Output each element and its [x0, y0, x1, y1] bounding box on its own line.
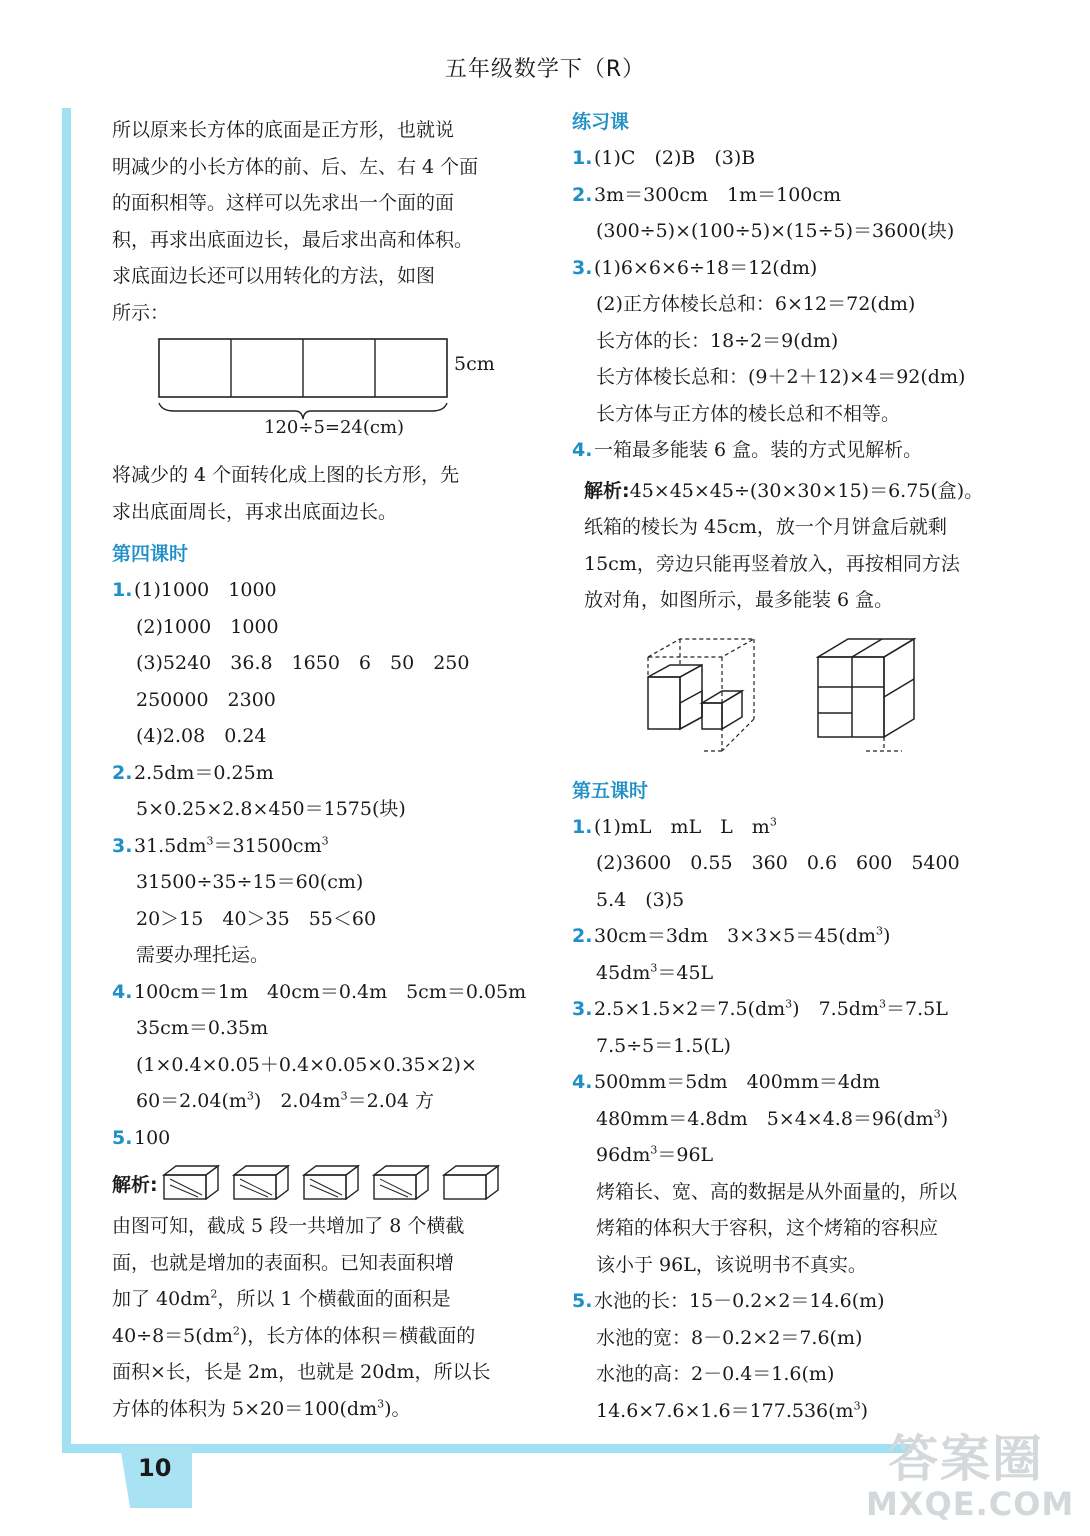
text-line	[584, 473, 1012, 510]
figure-side-label: 5cm	[454, 353, 495, 375]
text-line: 放对角，如图所示，最多能装 6 盒。	[584, 589, 894, 611]
answer-line: 7.5÷5＝1.5(L)	[596, 1034, 731, 1057]
answer-q3	[112, 828, 544, 974]
box-packing-diagram-2	[816, 637, 916, 753]
answer-line: 3m＝300cm 1m＝100cm	[594, 183, 842, 206]
answer-line	[572, 955, 1012, 992]
answer-line: 2.5dm＝0.25m	[134, 761, 274, 784]
cut-slice-icon	[302, 1163, 360, 1203]
section-title-lesson5: 第五课时	[572, 779, 649, 802]
text-line: 面积×长，长是 2m，也就是 20dm，所以长	[112, 1361, 491, 1383]
answer-r3	[572, 991, 1012, 1064]
answer-line: (2)正方体棱长总和：6×12＝72(dm)	[596, 293, 916, 315]
after-figure-paragraph	[112, 457, 544, 530]
answer-q4	[112, 974, 544, 1120]
superscript: 3	[321, 834, 329, 848]
superscript: 3	[769, 815, 777, 829]
answer-line: (300÷5)×(100÷5)×(15÷5)＝3600(块)	[596, 220, 955, 242]
answer-line: (2)1000 1000	[136, 615, 279, 638]
answer-line: 100	[134, 1126, 171, 1149]
box-packing-figures	[572, 637, 1012, 755]
answer-p1	[572, 140, 1012, 177]
right-column	[572, 104, 1012, 1429]
answer-line: 需要办理托运。	[136, 944, 270, 966]
answer-line: 水池的长：15－0.2×2＝14.6(m)	[594, 1290, 885, 1312]
answer-q2	[112, 755, 544, 828]
answer-line: 20＞15 40＞35 55＜60	[136, 907, 377, 930]
watermark-logo-text: 答案圈	[888, 1430, 1044, 1488]
answer-line: (1×0.4×0.05＋0.4×0.05×0.35×2)×	[136, 1053, 477, 1076]
superscript: 3	[785, 997, 793, 1011]
superscript: 3	[650, 1143, 658, 1157]
answer-line	[572, 1393, 1012, 1430]
p4-analysis	[572, 473, 1012, 619]
answer-line: (4)2.08 0.24	[136, 725, 267, 747]
answer-text: 45dm	[596, 961, 651, 984]
answer-line: (1)C (2)B (3)B	[594, 147, 756, 169]
watermark	[866, 1430, 1075, 1524]
text-line: 明减少的小长方体的前、后、左、右 4 个面	[112, 155, 479, 178]
box-packing-diagram-1	[646, 637, 756, 753]
figure-bottom-label: 120÷5=24(cm)	[264, 417, 405, 438]
text-line: 的面积相等。这样可以先求出一个面的面	[112, 192, 455, 214]
answer-line: (2)3600 0.55 360 0.6 600 5400	[596, 852, 960, 874]
cut-slice-icon	[232, 1163, 290, 1203]
answer-line: 35cm＝0.35m	[136, 1017, 269, 1039]
superscript: 3	[246, 1089, 254, 1103]
answer-r4	[572, 1064, 1012, 1283]
text-line: 由图可知，截成 5 段一共增加了 8 个横截	[112, 1215, 465, 1237]
watermark-url: MXQE.COM	[866, 1485, 1075, 1523]
analysis-label: 解析:	[584, 479, 630, 502]
question-number: 1.	[572, 815, 593, 838]
question-number: 4.	[572, 439, 593, 461]
question-number: 4.	[112, 980, 133, 1003]
text-fragment: )，长方体的体积＝横截面的	[239, 1324, 476, 1347]
text-line	[112, 1391, 544, 1428]
superscript: 3	[377, 1397, 385, 1411]
analysis-label: 解析:	[112, 1173, 158, 1196]
answer-text: )	[882, 925, 891, 947]
answer-line: (3)5240 36.8 1650 6 50 250	[136, 652, 470, 674]
answer-text: 96dm	[596, 1144, 651, 1166]
question-number: 1.	[572, 147, 593, 169]
question-number: 4.	[572, 1071, 593, 1093]
answer-line: 一箱最多能装 6 盒。装的方式见解析。	[594, 439, 923, 461]
answer-q5	[112, 1120, 544, 1157]
frame-left-bar	[62, 108, 71, 1453]
answer-line: (1)6×6×6÷18＝12(dm)	[594, 256, 818, 279]
answer-line: 31500÷35÷15＝60(cm)	[136, 871, 364, 893]
answer-text: ＝96L	[657, 1144, 714, 1166]
answer-line	[572, 1137, 1012, 1174]
answer-line: 5×0.25×2.8×450＝1575(块)	[136, 798, 406, 820]
answer-line: 长方体与正方体的棱长总和不相等。	[596, 402, 901, 425]
left-column	[112, 112, 544, 1427]
analysis-figure-row	[112, 1158, 544, 1208]
answer-text: ＝7.5L	[885, 998, 948, 1020]
superscript: 2	[210, 1287, 218, 1301]
answer-text: 500mm＝5dm 400mm＝4dm	[594, 1071, 881, 1093]
answer-text: ＝45L	[657, 961, 714, 984]
answer-line: 水池的高：2－0.4＝1.6(m)	[596, 1363, 835, 1385]
answer-line: 250000 2300	[136, 688, 276, 711]
analysis-paragraph	[112, 1208, 544, 1427]
answer-q1	[112, 572, 544, 755]
answer-p3	[572, 250, 1012, 433]
text-line	[112, 1281, 544, 1318]
answer-text: )	[860, 1399, 868, 1422]
answer-text: ＝31500cm	[213, 834, 322, 857]
text-line: 求出底面周长，再求出底面边长。	[112, 500, 398, 523]
question-number: 3.	[112, 834, 133, 857]
superscript: 3	[878, 997, 886, 1011]
text-fragment: 加了 40dm	[112, 1288, 211, 1310]
intro-paragraph	[112, 112, 544, 331]
text-fragment: 方体的体积为 5×20＝100(dm	[112, 1397, 378, 1420]
text-fragment: 40÷8＝5(dm	[112, 1324, 233, 1347]
rectangle-diagram	[112, 337, 452, 427]
superscript: 3	[933, 1107, 941, 1121]
answer-text: 30cm＝3dm 3×3×5＝45(dm	[594, 925, 876, 947]
answer-text: )	[940, 1107, 949, 1130]
answer-line: 烤箱的体积大于容积，这个烤箱的容积应	[596, 1217, 939, 1239]
answer-text: 14.6×7.6×1.6＝177.536(m	[596, 1399, 854, 1422]
rectangle-figure	[112, 337, 544, 457]
answer-line: 长方体棱长总和：(9＋2＋12)×4＝92(dm)	[596, 366, 966, 388]
text-line: 面，也就是增加的表面积。已知表面积增	[112, 1251, 455, 1274]
text-fragment: )。	[384, 1397, 411, 1420]
question-number: 3.	[572, 998, 593, 1020]
answer-line: 5.4 (3)5	[596, 888, 685, 911]
cut-slice-icon	[372, 1163, 430, 1203]
answer-text: 31.5dm	[134, 834, 207, 857]
question-number: 5.	[572, 1290, 593, 1312]
question-number: 2.	[112, 761, 133, 784]
text-line	[112, 1318, 544, 1355]
answer-text: ) 2.04m	[253, 1090, 341, 1112]
superscript: 3	[650, 961, 658, 975]
superscript: 3	[875, 924, 883, 938]
text-fragment: ，所以 1 个横截面的面积是	[217, 1288, 451, 1310]
superscript: 3	[206, 834, 214, 848]
answer-line: 水池的宽：8－0.2×2＝7.6(m)	[596, 1326, 863, 1349]
cut-slice-icon	[162, 1163, 220, 1203]
text-line: 积，再求出底面边长，最后求出高和体积。	[112, 228, 474, 251]
text-fragment: 45×45×45÷(30×30×15)＝6.75(盒)。	[629, 479, 984, 502]
question-number: 2.	[572, 183, 593, 206]
answer-line	[112, 1083, 544, 1120]
text-line: 所示：	[112, 301, 170, 324]
question-number: 1.	[112, 579, 133, 601]
text-line: 15cm，旁边只能再竖着放入，再按相同方法	[584, 552, 960, 575]
page-header: 五年级数学下（R）	[444, 57, 646, 82]
answer-r2	[572, 918, 1012, 991]
text-line: 求底面边长还可以用转化的方法，如图	[112, 265, 436, 287]
question-number: 2.	[572, 925, 593, 947]
text-line: 将减少的 4 个面转化成上图的长方形，先	[112, 464, 460, 486]
text-line: 所以原来长方体的底面是正方形，也就说	[112, 119, 455, 141]
answer-text: 2.5×1.5×2＝7.5(dm	[594, 998, 786, 1020]
answer-line: (1)1000 1000	[134, 579, 277, 601]
superscript: 2	[232, 1324, 240, 1338]
question-number: 5.	[112, 1126, 133, 1149]
section-title-lesson4: 第四课时	[112, 543, 189, 565]
section-title-practice: 练习课	[572, 111, 630, 133]
answer-text: ) 7.5dm	[792, 998, 879, 1020]
text-line: 纸箱的棱长为 45cm，放一个月饼盒后就剩	[584, 516, 947, 538]
answer-text: 60＝2.04(m	[136, 1090, 247, 1112]
answer-text: (1)mL mL L m	[594, 815, 770, 838]
superscript: 3	[853, 1399, 861, 1413]
answer-r5	[572, 1283, 1012, 1429]
answer-line: 烤箱长、宽、高的数据是从外面量的，所以	[596, 1180, 958, 1203]
answer-text: ＝2.04 方	[347, 1090, 435, 1112]
answer-line	[572, 1101, 1012, 1138]
superscript: 3	[340, 1089, 348, 1103]
answer-line: 长方体的长：18÷2＝9(dm)	[596, 329, 839, 352]
answer-p4	[572, 432, 1012, 469]
answer-p2	[572, 177, 1012, 250]
answer-line: 100cm＝1m 40cm＝0.4m 5cm＝0.05m	[134, 980, 527, 1003]
answer-line: 该小于 96L，该说明书不真实。	[596, 1253, 867, 1276]
cut-slice-icon	[442, 1163, 500, 1203]
answer-r1	[572, 809, 1012, 919]
answer-text: 480mm＝4.8dm 5×4×4.8＝96(dm	[596, 1107, 934, 1130]
question-number: 3.	[572, 256, 593, 279]
page-number: 10	[138, 1454, 172, 1482]
